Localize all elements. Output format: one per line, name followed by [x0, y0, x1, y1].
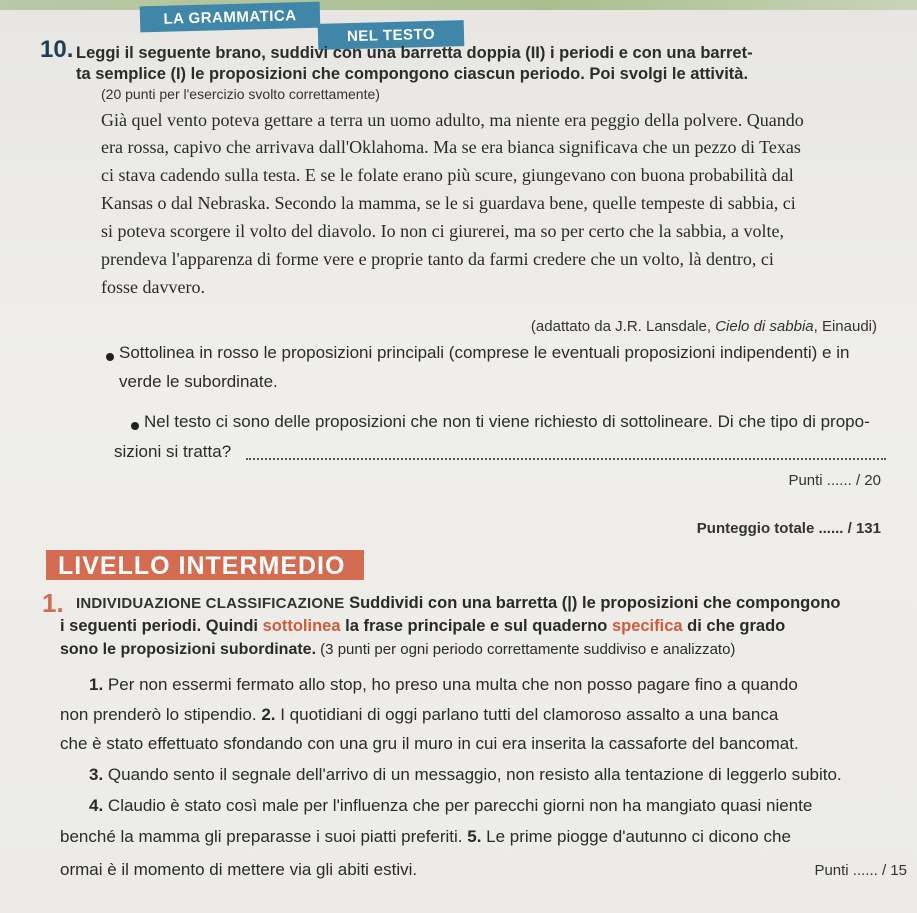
- sentence-number: 4.: [89, 796, 104, 815]
- sentence-line: ormai è il momento di mettere via gli abiti estivi.: [60, 860, 418, 879]
- sentence-number: 5.: [467, 827, 482, 846]
- sentence-line: [60, 705, 778, 725]
- sentence-number: 2.: [261, 705, 276, 724]
- exercise-tags: INDIVIDUAZIONE CLASSIFICAZIONE: [76, 595, 345, 612]
- exercise-1-score: Punti ...... / 15: [814, 862, 907, 879]
- sentence-line: [89, 765, 842, 785]
- sentence-number: 3.: [89, 765, 104, 784]
- source-suffix: , Einaudi): [813, 318, 877, 335]
- exercise-10-instruction-line-1: Leggi il seguente brano, suddivi con una barretta doppia (II) i periodi e con una barret-: [76, 44, 753, 62]
- bullet-icon: [106, 353, 114, 361]
- passage-line: ci stava cadendo sulla testa. E se le folate erano più scure, giungevano con buona probabilità dal: [101, 165, 794, 185]
- exercise-1-instruction-line-2: [60, 617, 785, 636]
- bullet-1-line-1: Sottolinea in rosso le proposizioni principali (comprese le eventuali proposizioni indipendenti) e in: [119, 343, 850, 362]
- exercise-10-score: Punti ...... / 20: [788, 472, 881, 489]
- bullet-1-line-2: verde le subordinate.: [119, 372, 278, 391]
- passage-line: si poteva scorgere il volto del diavolo. Io non ci giurerei, ma so per certo che la sabbia, a volte,: [101, 221, 784, 241]
- sentence-number: 1.: [89, 675, 104, 694]
- passage-source: [531, 318, 877, 335]
- instruction-text: Suddividi con una barretta (|) le proposizioni che compongono: [344, 594, 841, 612]
- instruction-text: i seguenti periodi. Quindi: [60, 617, 263, 635]
- sentence-line: [89, 675, 798, 695]
- tab-nel-testo: NEL TESTO: [318, 20, 465, 50]
- sentence-text: benché la mamma gli preparasse i suoi piatti preferiti.: [60, 827, 468, 846]
- level-banner-label: LIVELLO INTERMEDIO: [58, 552, 346, 580]
- sentence-text: I quotidiani di oggi parlano tutti del clamoroso assalto a una banca: [275, 705, 779, 724]
- passage-line: Kansas o dal Nebraska. Secondo la mamma, se le si guardava bene, quelle tempeste di sabbia, ci: [101, 193, 796, 213]
- source-title: Cielo di sabbia: [715, 318, 814, 335]
- instruction-note: (3 punti per ogni periodo correttamente suddiviso e analizzato): [316, 641, 736, 658]
- instruction-text: sono le proposizioni subordinate.: [60, 641, 317, 658]
- sentence-line: [60, 827, 791, 847]
- sentence-text: Claudio è stato così male per l'influenza che per parecchi giorni non ha mangiato quasi niente: [103, 796, 813, 815]
- sentence-text: Per non essermi fermato allo stop, ho preso una multa che non posso pagare fino a quando: [103, 675, 798, 694]
- exercise-1-number: 1.: [42, 588, 64, 618]
- exercise-10-number: 10.: [40, 36, 74, 63]
- bullet-2-line-1: Nel testo ci sono delle proposizioni che non ti viene richiesto di sottolineare. Di che tipo di propo-: [144, 412, 870, 431]
- tab-la-grammatica: LA GRAMMATICA: [140, 2, 321, 33]
- sentence-text: non prenderò lo stipendio.: [60, 705, 262, 724]
- instruction-text: di che grado: [682, 617, 786, 635]
- sentence-line: [89, 796, 812, 816]
- sentence-text: Quando sento il segnale dell'arrivo di un messaggio, non resisto alla tentazione di leggerlo subito.: [103, 765, 842, 784]
- instruction-highlight: specifica: [611, 617, 683, 635]
- exercise-1-instruction-line-1: [76, 594, 840, 613]
- bullet-2-line-2: sizioni si tratta?: [114, 442, 232, 461]
- top-color-stripe: [0, 0, 917, 10]
- passage-line: Già quel vento poteva gettare a terra un uomo adulto, ma niente era peggio della polvere. Quando: [101, 110, 804, 130]
- source-prefix: (adattato da J.R. Lansdale,: [530, 318, 716, 335]
- total-score: Punteggio totale ...... / 131: [696, 520, 881, 537]
- bullet-icon: [131, 422, 139, 430]
- passage-line: fosse davvero.: [101, 277, 205, 297]
- instruction-highlight: sottolinea: [262, 617, 341, 635]
- exercise-1-instruction-line-3: [60, 641, 735, 659]
- passage-line: era rossa, capivo che arrivava dall'Oklahoma. Ma se era bianca significava che un pezzo di Texas: [101, 137, 801, 157]
- passage-line: prendeva l'apparenza di forme vere e proprie tanto da farmi credere che un volto, là dentro, ci: [101, 249, 774, 269]
- exercise-10-points-note: (20 punti per l'esercizio svolto correttamente): [101, 86, 380, 102]
- exercise-10-instruction-line-2: ta semplice (I) le proposizioni che compongono ciascun periodo. Poi svolgi le attività.: [76, 65, 749, 83]
- sentence-line: che è stato effettuato sfondando con una gru il muro in cui era inserita la cassaforte del bancomat.: [60, 734, 799, 753]
- instruction-text: la frase principale e sul quaderno: [340, 617, 612, 635]
- answer-line[interactable]: [246, 458, 886, 460]
- sentence-text: Le prime piogge d'autunno ci dicono che: [481, 827, 791, 846]
